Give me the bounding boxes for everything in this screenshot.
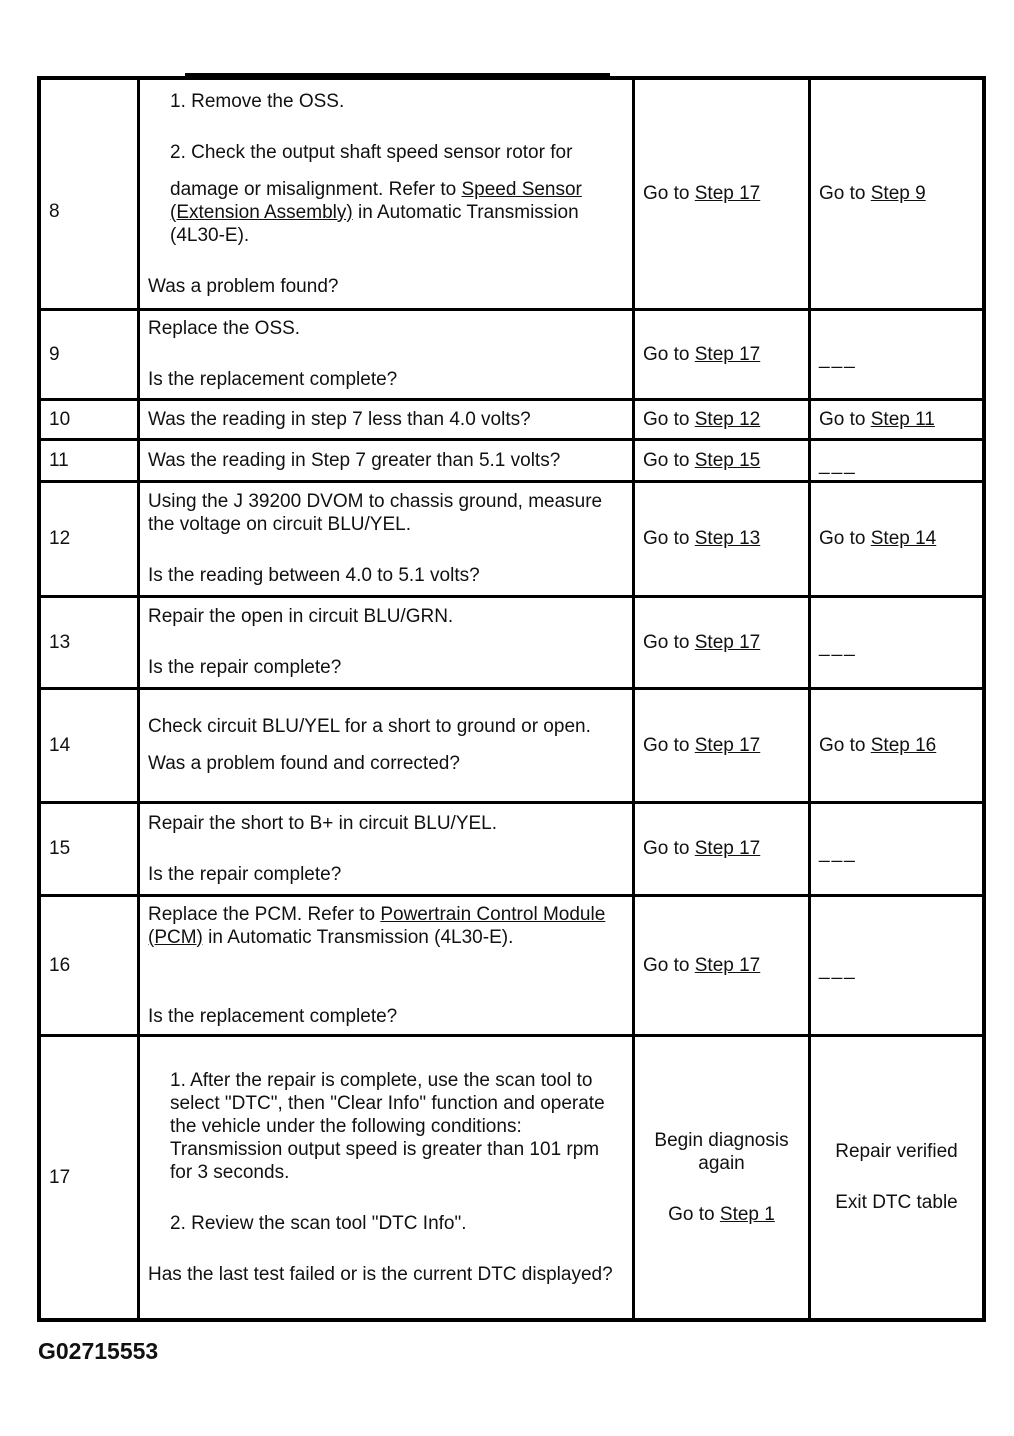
yes-cell: Go to Step 13 — [634, 481, 810, 596]
question-text: Is the replacement complete? — [148, 1005, 398, 1027]
no-action-dash: ___ — [819, 635, 857, 657]
instruction-item: Transmission output speed is greater than 101 rpm for 3 seconds. — [170, 1138, 600, 1183]
no-cell — [810, 895, 985, 1035]
yes-instruction: Begin diagnosis again — [654, 1129, 789, 1174]
step-link[interactable]: Step 17 — [694, 343, 761, 365]
no-cell: Go to Step 11 — [810, 399, 985, 439]
question-text: Was the reading in Step 7 greater than 5.1 volts? — [139, 439, 634, 481]
no-cell — [810, 439, 985, 481]
table-row — [39, 481, 984, 596]
question-text: Was a problem found? — [148, 275, 339, 297]
yes-cell: Go to Step 12 — [634, 399, 810, 439]
step-number: 16 — [39, 895, 139, 1035]
no-instruction: Exit DTC table — [835, 1192, 958, 1214]
step-link[interactable]: Step 14 — [870, 528, 937, 549]
step-number: 10 — [39, 399, 139, 439]
table-row — [39, 895, 984, 1035]
no-cell — [810, 596, 985, 688]
table-row — [39, 309, 984, 399]
table-row — [39, 802, 984, 895]
step-number: 15 — [39, 802, 139, 895]
table-row — [39, 596, 984, 688]
step-link[interactable]: Step 15 — [694, 449, 761, 471]
action-cell — [139, 1035, 634, 1320]
diagnostic-table — [37, 76, 986, 1322]
question-text: Is the repair complete? — [148, 863, 342, 885]
pcm-link[interactable]: Powertrain Control Module (PCM) — [148, 903, 606, 948]
no-result: Repair verified — [835, 1141, 958, 1163]
action-cell — [139, 688, 634, 802]
action-text: Check circuit BLU/YEL for a short to ground or open. — [148, 716, 591, 737]
action-text: Replace the OSS. — [148, 318, 301, 339]
step-number: 9 — [39, 309, 139, 399]
step-link[interactable]: Step 17 — [694, 954, 761, 976]
no-action-dash: ___ — [819, 453, 857, 475]
step-number: 11 — [39, 439, 139, 481]
action-cell — [139, 596, 634, 688]
table-row — [39, 78, 984, 309]
step-number: 8 — [39, 78, 139, 309]
speed-sensor-link[interactable]: Speed Sensor (Extension Assembly) — [170, 178, 582, 223]
step-link[interactable]: Step 11 — [870, 408, 935, 430]
question-text: Was a problem found and corrected? — [148, 753, 460, 774]
yes-cell: Go to Step 17 — [634, 78, 810, 309]
step-link[interactable]: Step 9 — [870, 183, 926, 205]
question-text: Is the repair complete? — [148, 657, 342, 678]
step-link[interactable]: Step 1 — [719, 1203, 775, 1225]
yes-cell: Go to Step 17 — [634, 596, 810, 688]
no-action-dash: ___ — [819, 958, 857, 980]
no-cell — [810, 309, 985, 399]
yes-cell: Go to Step 17 — [634, 688, 810, 802]
instruction-item: 1. After the repair is complete, use the scan tool to select "DTC", then "Clear Info" function and operate the vehicle under the following conditions: — [170, 1069, 605, 1137]
table-row — [39, 399, 984, 439]
table-row — [39, 439, 984, 481]
step-number: 13 — [39, 596, 139, 688]
table-row — [39, 1035, 984, 1320]
action-cell — [139, 481, 634, 596]
step-link[interactable]: Step 17 — [694, 838, 761, 859]
instruction-item: damage or misalignment. Refer to Speed Sensor (Extension Assembly) in Automatic Transmission (4L30-E). — [170, 178, 582, 246]
no-action-dash: ___ — [819, 347, 857, 369]
step-number: 14 — [39, 688, 139, 802]
action-text: Repair the open in circuit BLU/GRN. — [148, 606, 454, 627]
action-cell — [139, 802, 634, 895]
question-text: Is the reading between 4.0 to 5.1 volts? — [148, 565, 480, 586]
step-number: 17 — [39, 1035, 139, 1320]
instruction-item: 2. Review the scan tool "DTC Info". — [170, 1212, 467, 1234]
step-link[interactable]: Step 17 — [694, 631, 761, 653]
no-cell: Go to Step 14 — [810, 481, 985, 596]
question-text: Is the replacement complete? — [148, 369, 398, 390]
yes-cell: Go to Step 17 — [634, 309, 810, 399]
no-cell — [810, 802, 985, 895]
yes-cell: Begin diagnosis again Go to Step 1 — [634, 1035, 810, 1320]
yes-cell: Go to Step 15 — [634, 439, 810, 481]
instruction-item: 2. Check the output shaft speed sensor rotor for — [170, 141, 573, 163]
no-cell — [810, 1035, 985, 1320]
figure-id: G02715553 — [38, 1338, 159, 1364]
step-link[interactable]: Step 16 — [870, 734, 937, 756]
table-row — [39, 688, 984, 802]
step-link[interactable]: Step 17 — [694, 183, 761, 205]
no-cell: Go to Step 16 — [810, 688, 985, 802]
action-cell — [139, 895, 634, 1035]
action-text: Replace the PCM. Refer to Powertrain Control Module (PCM) in Automatic Transmission (4L30-E). — [148, 903, 606, 948]
step-link[interactable]: Step 12 — [694, 408, 761, 430]
action-cell — [139, 309, 634, 399]
step-link[interactable]: Step 17 — [694, 734, 761, 756]
no-cell: Go to Step 9 — [810, 78, 985, 309]
no-action-dash: ___ — [819, 842, 857, 863]
question-text: Was the reading in step 7 less than 4.0 volts? — [139, 399, 634, 439]
action-cell — [139, 78, 634, 309]
action-text: Repair the short to B+ in circuit BLU/YEL. — [148, 812, 498, 834]
yes-cell: Go to Step 17 — [634, 895, 810, 1035]
question-text: Has the last test failed or is the current DTC displayed? — [148, 1263, 613, 1285]
yes-cell: Go to Step 17 — [634, 802, 810, 895]
action-text: Using the J 39200 DVOM to chassis ground, measure the voltage on circuit BLU/YEL. — [148, 491, 603, 535]
step-link[interactable]: Step 13 — [694, 528, 761, 549]
step-number: 12 — [39, 481, 139, 596]
instruction-item: 1. Remove the OSS. — [170, 90, 345, 112]
